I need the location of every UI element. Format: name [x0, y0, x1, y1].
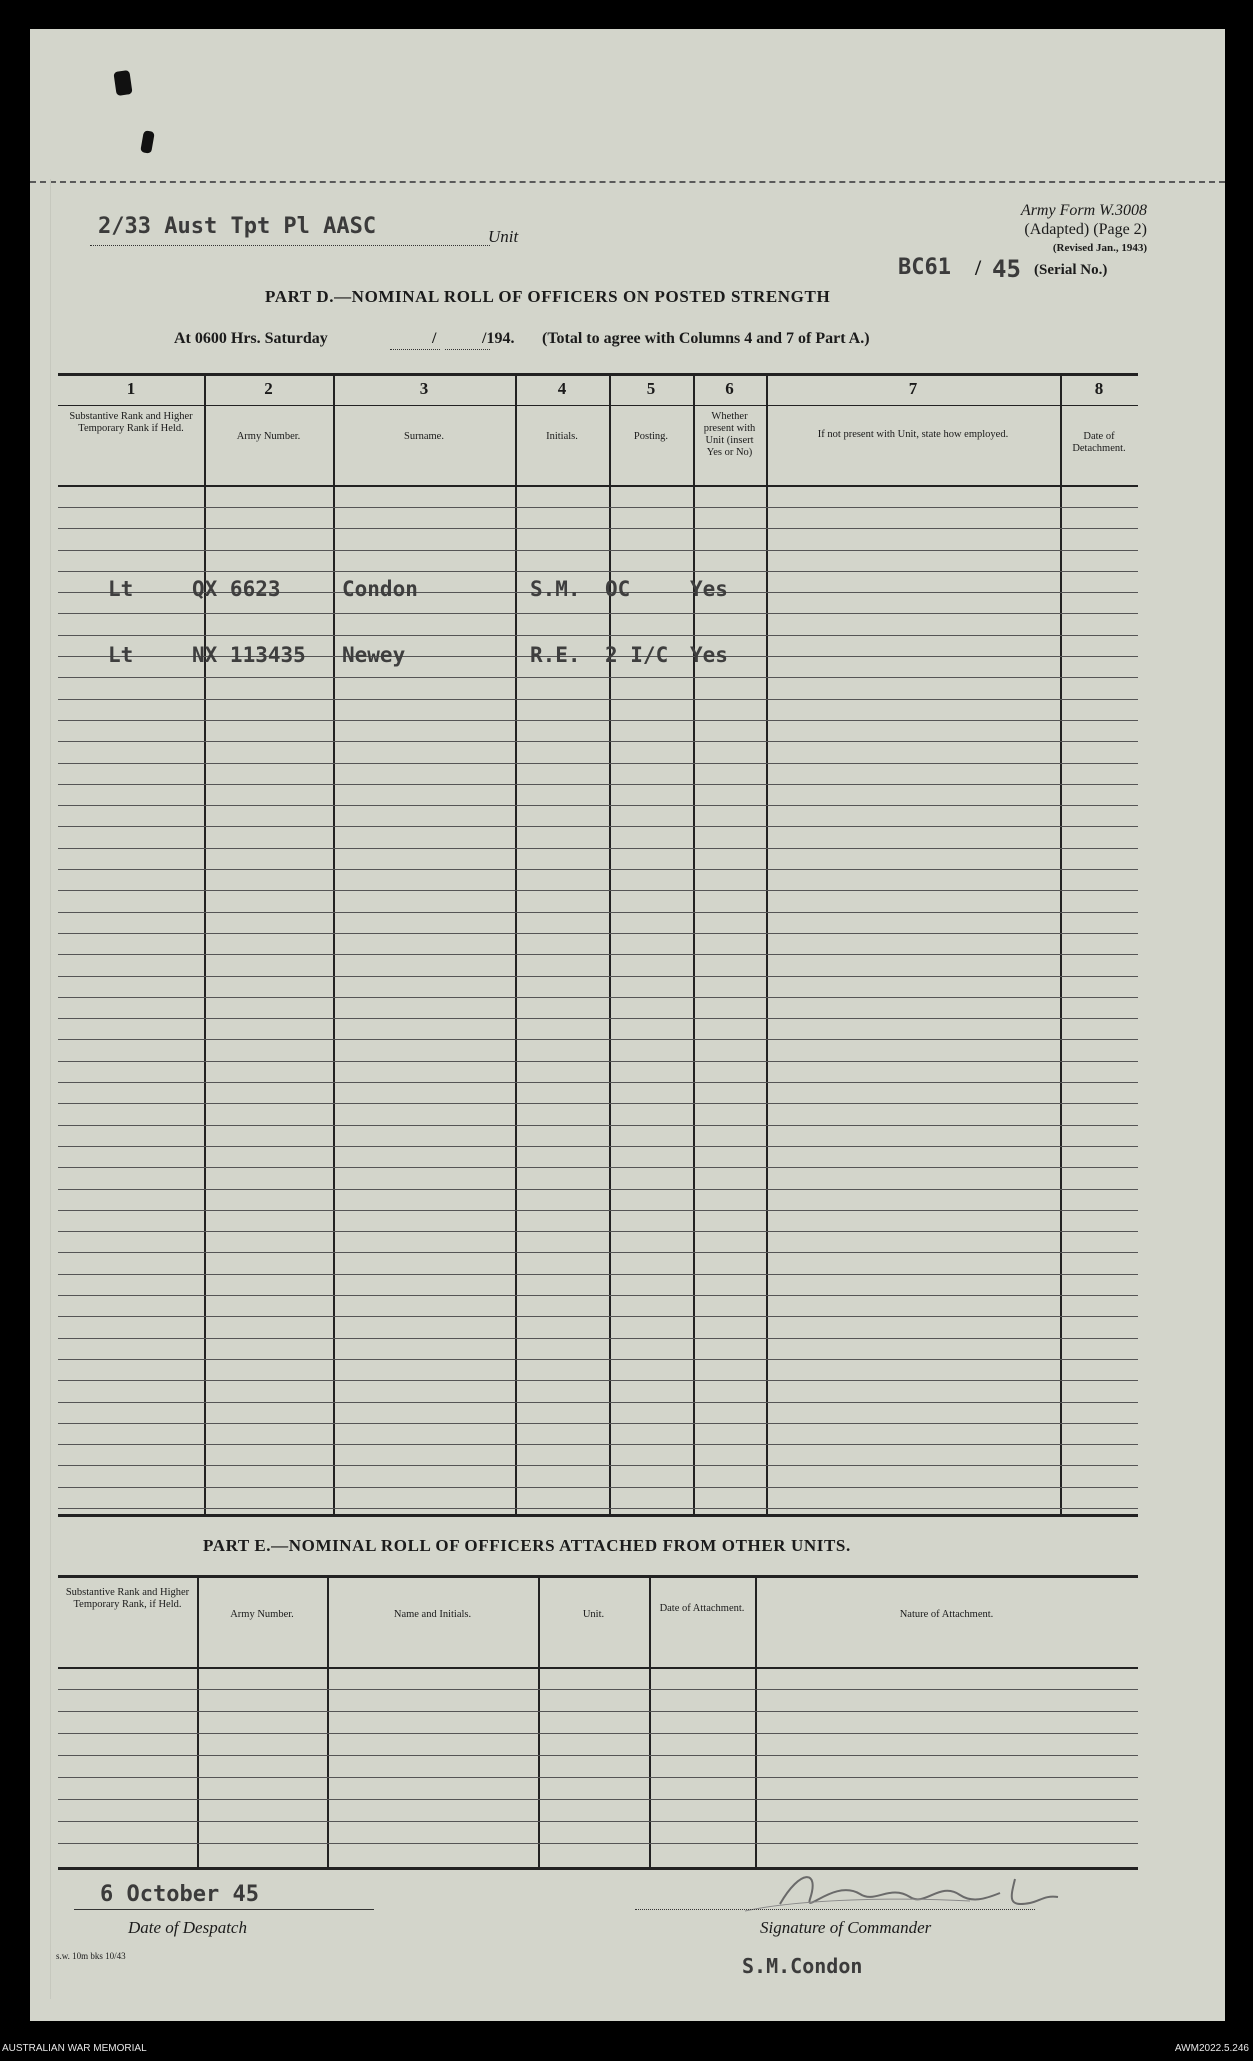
ruled-line — [58, 1103, 1138, 1104]
ruled-line — [58, 1061, 1138, 1062]
ruled-line — [58, 720, 1138, 721]
form-reference — [1021, 201, 1147, 258]
ruled-line — [58, 1125, 1138, 1126]
table-cell-surname: Condon — [342, 577, 418, 601]
ruled-line — [58, 1711, 1138, 1712]
ruled-line — [58, 528, 1138, 529]
despatch-label: Date of Despatch — [128, 1918, 247, 1937]
table-cell-initials: S.M. — [530, 577, 581, 601]
ruled-line — [58, 1821, 1138, 1822]
ruled-line — [58, 613, 1138, 614]
ruled-line — [58, 1231, 1138, 1232]
ruled-line — [58, 1799, 1138, 1800]
column-header: Posting. — [633, 431, 669, 442]
ruled-line — [58, 1402, 1138, 1403]
header-bottom-border — [58, 485, 1138, 487]
fold-line — [50, 179, 51, 1999]
ruled-line — [58, 1359, 1138, 1360]
header-bottom-border — [58, 1667, 1138, 1669]
column-divider — [766, 373, 768, 1514]
column-divider — [538, 1575, 540, 1867]
subline-year: /194. — [482, 330, 515, 347]
ruled-line — [58, 912, 1138, 913]
ruled-line — [58, 763, 1138, 764]
ruled-line — [58, 1689, 1138, 1690]
ruled-line — [58, 1465, 1138, 1466]
ruled-line — [58, 1777, 1138, 1778]
ruled-line — [58, 507, 1138, 508]
ruled-line — [58, 677, 1138, 678]
serial-value: BC61 — [898, 255, 951, 280]
table-cell-initials: R.E. — [530, 643, 581, 667]
column-divider — [197, 1575, 199, 1867]
column-header: Date of Detachment. — [1072, 431, 1126, 454]
form-line3: (Revised Jan., 1943) — [1052, 242, 1147, 254]
column-number: 6 — [725, 379, 734, 398]
ruled-line — [58, 890, 1138, 891]
column-header: Substantive Rank and Higher Temporary Rank, if Held. — [65, 1587, 190, 1610]
ruled-line — [58, 1444, 1138, 1445]
form-line1: Army Form W.3008 — [1020, 202, 1147, 219]
table-top-border — [58, 373, 1138, 376]
serial-year: 45 — [992, 255, 1021, 283]
part-d-title: PART D.—NOMINAL ROLL OF OFFICERS ON POSTED STRENGTH — [265, 287, 831, 306]
archive-right: AWM2022.5.246 — [1174, 2043, 1249, 2054]
column-divider — [515, 373, 517, 1514]
ruled-line — [58, 1167, 1138, 1168]
ruled-line — [58, 1295, 1138, 1296]
unit-label: Unit — [488, 227, 519, 246]
table-cell-posting: OC — [605, 577, 631, 601]
ruled-line — [58, 1380, 1138, 1381]
table-bottom-border — [58, 1514, 1138, 1517]
column-number: 8 — [1094, 379, 1104, 398]
column-divider — [649, 1575, 651, 1867]
serial-separator: / — [975, 255, 982, 280]
column-header: Initials. — [546, 431, 578, 442]
subline-prefix: At 0600 Hrs. Saturday — [174, 330, 328, 347]
ruled-line — [58, 1274, 1138, 1275]
table-cell-surname: Newey — [342, 643, 406, 667]
table-top-border — [58, 1575, 1138, 1578]
table-cell-present: Yes — [690, 577, 728, 601]
header-divider — [58, 405, 1138, 406]
column-number: 2 — [264, 379, 273, 398]
ruled-line — [58, 1733, 1138, 1734]
signature-label: Signature of Commander — [760, 1918, 932, 1937]
signature-name: S.M.Condon — [742, 1954, 863, 1978]
part-e-title: PART E.—NOMINAL ROLL OF OFFICERS ATTACHED FROM OTHER UNITS. — [203, 1536, 851, 1555]
column-divider — [609, 373, 611, 1514]
column-header: Unit. — [582, 1609, 605, 1620]
ruled-line — [58, 1843, 1138, 1844]
column-divider — [327, 1575, 329, 1867]
ruled-line — [58, 997, 1138, 998]
document-page — [30, 29, 1225, 2021]
column-header: Substantive Rank and Higher Temporary Rank if Held. — [69, 411, 193, 434]
column-header: Date of Attachment. — [659, 1603, 745, 1614]
column-divider — [755, 1575, 757, 1867]
perforation-line — [30, 181, 1225, 183]
ruled-line — [58, 1082, 1138, 1083]
ruled-line — [58, 1189, 1138, 1190]
table-cell-army_no: NX 113435 — [192, 643, 306, 667]
ruled-line — [58, 1487, 1138, 1488]
column-header: Whether present with Unit (insert Yes or No) — [703, 411, 756, 458]
column-divider — [1060, 373, 1062, 1514]
column-header: If not present with Unit, state how employed. — [817, 429, 1009, 440]
ruled-line — [58, 848, 1138, 849]
column-header: Name and Initials. — [393, 1609, 472, 1620]
ruled-line — [58, 1508, 1138, 1509]
despatch-date: 6 October 45 — [100, 1882, 259, 1907]
ruled-line — [58, 1039, 1138, 1040]
column-number: 5 — [646, 379, 656, 398]
ruled-line — [58, 1146, 1138, 1147]
column-divider — [204, 373, 206, 1514]
column-header: Nature of Attachment. — [899, 1609, 994, 1620]
table-cell-rank: Lt — [108, 643, 134, 667]
ruled-line — [58, 1423, 1138, 1424]
column-number: 7 — [908, 379, 918, 398]
ruled-line — [58, 635, 1138, 636]
printer-code: s.w. 10m bks 10/43 — [56, 1951, 126, 1961]
ruled-line — [58, 976, 1138, 977]
ruled-line — [58, 550, 1138, 551]
column-header: Army Number. — [230, 1609, 294, 1620]
punch-hole — [140, 130, 155, 154]
subline-suffix: (Total to agree with Columns 4 and 7 of Part A.) — [542, 330, 870, 347]
ruled-line — [58, 571, 1138, 572]
column-number: 1 — [126, 379, 136, 398]
table-cell-posting: 2 I/C — [605, 643, 669, 667]
column-divider — [693, 373, 695, 1514]
ruled-line — [58, 954, 1138, 955]
ruled-line — [58, 826, 1138, 827]
table-cell-present: Yes — [690, 643, 728, 667]
column-number: 4 — [557, 379, 567, 398]
ruled-line — [58, 699, 1138, 700]
punch-hole — [113, 70, 132, 96]
archive-left: AUSTRALIAN WAR MEMORIAL — [2, 2043, 147, 2054]
table-cell-rank: Lt — [108, 577, 134, 601]
unit-value: 2/33 Aust Tpt Pl AASC — [98, 214, 377, 239]
ruled-line — [58, 784, 1138, 785]
ruled-line — [58, 933, 1138, 934]
ruled-line — [58, 869, 1138, 870]
ruled-line — [58, 741, 1138, 742]
ruled-line — [58, 805, 1138, 806]
form-line2: (Adapted) (Page 2) — [1024, 221, 1147, 238]
serial-label: (Serial No.) — [1034, 262, 1108, 278]
ruled-line — [58, 1755, 1138, 1756]
handwritten-signature — [740, 1859, 1080, 1919]
ruled-line — [58, 1338, 1138, 1339]
column-header: Army Number. — [236, 431, 301, 442]
ruled-line — [58, 1018, 1138, 1019]
column-divider — [333, 373, 335, 1514]
ruled-line — [58, 1252, 1138, 1253]
ruled-line — [58, 1210, 1138, 1211]
column-number: 3 — [419, 379, 429, 398]
table-cell-army_no: QX 6623 — [192, 577, 281, 601]
ruled-line — [58, 1316, 1138, 1317]
subline-slash: / — [432, 330, 437, 347]
column-header: Surname. — [404, 431, 444, 442]
